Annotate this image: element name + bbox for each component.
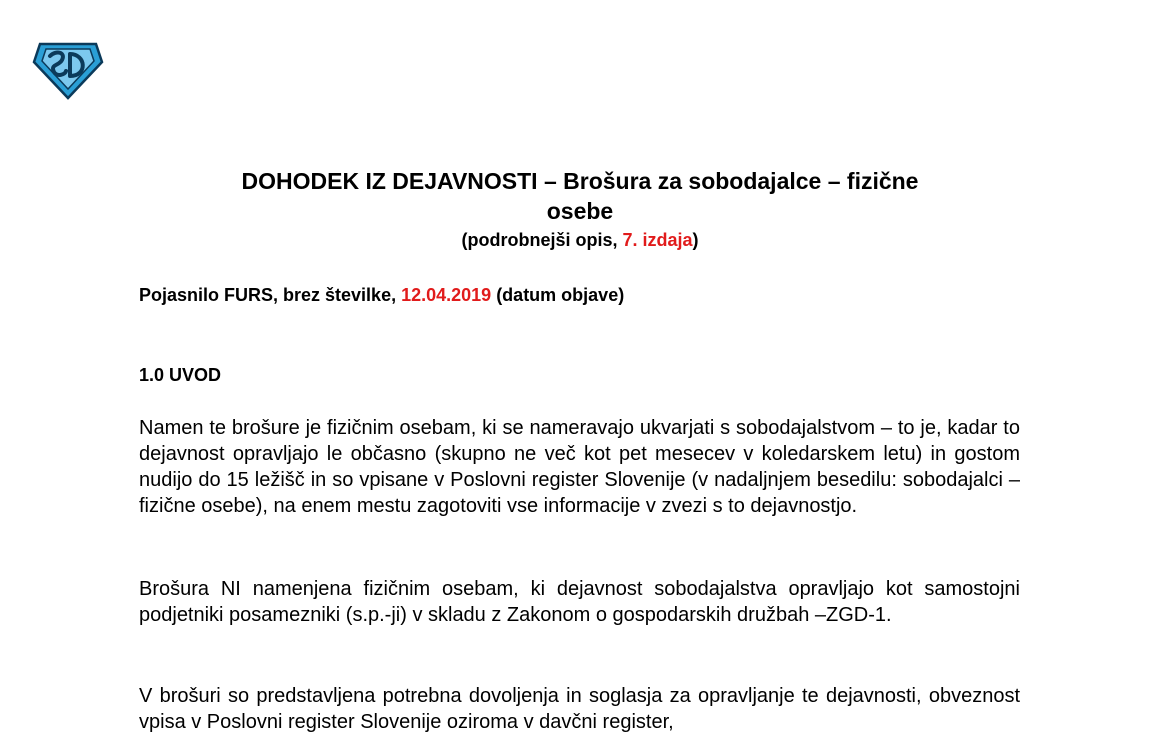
document-subtitle	[140, 228, 1020, 252]
paragraph-3: V brošuri so predstavljena potrebna dovoljenja in soglasja za opravljanje te dejavnosti, obveznost vpisa v Poslovni register Slovenije oziroma v davčni register,	[139, 685, 1020, 733]
paragraph-2: Brošura NI namenjena fizičnim osebam, ki dejavnost sobodajalstva opravljajo kot samostojni podjetniki posamezniki (s.p.-ji) v skladu z Zakonom o gospodarskih družbah –ZGD-1.	[139, 578, 1020, 626]
logo-icon	[32, 40, 104, 100]
clarification-prefix: Pojasnilo FURS, brez številke,	[139, 285, 402, 305]
publication-date: 12.04.2019	[401, 285, 492, 305]
clarification-suffix: (datum objave)	[491, 285, 625, 305]
document-title: DOHODEK IZ DEJAVNOSTI – Brošura za sobodajalce – fizične osebe	[241, 168, 919, 224]
subtitle-close: )	[692, 230, 699, 250]
clarification-line	[139, 283, 624, 307]
edition-label: 7. izdaja	[622, 230, 693, 250]
subtitle-open: (podrobnejši opis,	[461, 230, 623, 250]
paragraph-1: Namen te brošure je fizičnim osebam, ki se nameravajo ukvarjati s sobodajalstvom – to je, kadar to dejavnost opravljajo le občasno (skupno ne več kot pet mesecev v koledarskem letu) in gostom nudijo do 15 ležišč in so vpisane v Poslovni register Slovenije (v nadaljnjem besedilu: sobodajalci – fizične osebe), na enem mestu zagotoviti vse informacije v zvezi s to dejavnostjo.	[139, 417, 1020, 517]
section-heading: 1.0 UVOD	[139, 365, 222, 385]
title-block	[140, 166, 1020, 252]
